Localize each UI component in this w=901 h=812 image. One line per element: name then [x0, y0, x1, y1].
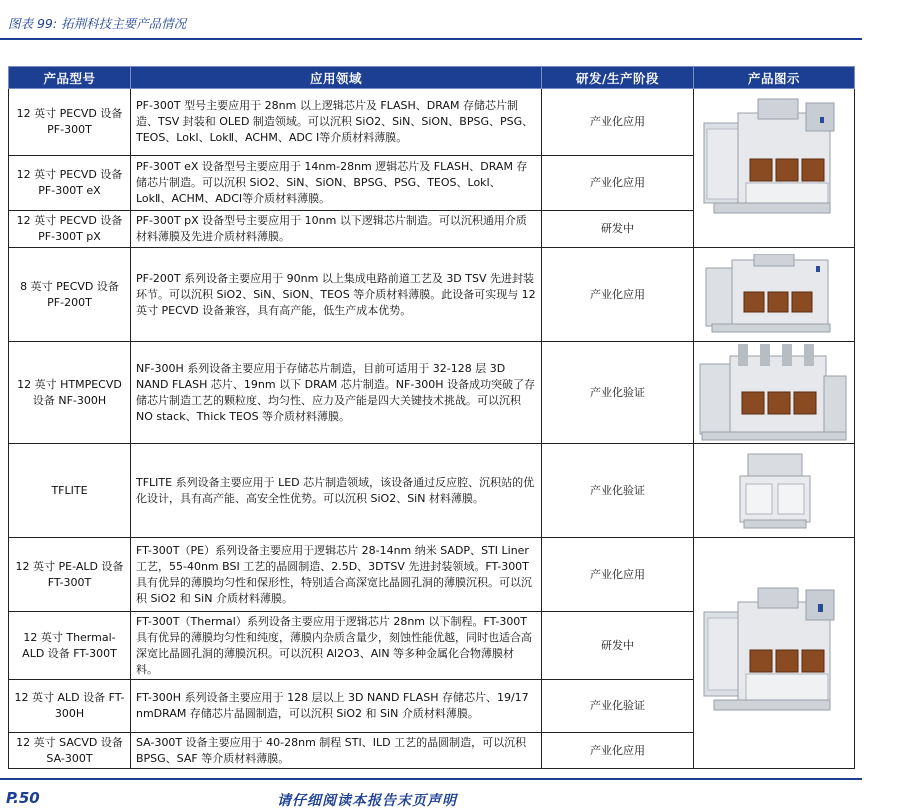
model-cell: 12 英寸 HTMPECVD 设备 NF-300H — [9, 342, 131, 444]
table-row — [9, 89, 855, 156]
model-cell: 12 英寸 PE-ALD 设备 FT-300T — [9, 538, 131, 612]
model-cell: 12 英寸 PECVD 设备 PF-300T eX — [9, 156, 131, 211]
table-header-row — [9, 67, 855, 89]
model-cell: 12 英寸 Thermal-ALD 设备 FT-300T — [9, 612, 131, 680]
stage-cell: 产业化应用 — [542, 538, 694, 612]
stage-cell: 产业化应用 — [542, 248, 694, 342]
product-image-cell — [694, 248, 855, 342]
model-cell: 12 英寸 PECVD 设备 PF-300T pX — [9, 211, 131, 248]
page-number: P.50 — [6, 789, 40, 807]
disclaimer: 请仔细阅读本报告末页声明 — [277, 793, 457, 809]
stage-cell: 研发中 — [542, 211, 694, 248]
application-cell: PF-200T 系列设备主要应用于 90nm 以上集成电路前道工艺及 3D TSV 先进封装环节。可以沉积 SiO2、SiN、SiON、TEOS 等介质材料薄膜。此设备可实现与 12 英寸 PECVD 设备兼容，具有高产能，低生产成本优势。 — [131, 248, 542, 342]
title-rule — [0, 38, 862, 40]
stage-cell: 产业化应用 — [542, 733, 694, 769]
model-cell: 12 英寸 PECVD 设备 PF-300T — [9, 89, 131, 156]
application-cell: SA-300T 设备主要应用于 40-28nm 制程 STI、ILD 工艺的晶圆制造，可以沉积 BPSG、SAF 等介质材料薄膜。 — [131, 733, 542, 769]
stage-cell: 产业化应用 — [542, 89, 694, 156]
application-cell: FT-300T（PE）系列设备主要应用于逻辑芯片 28-14nm 纳米 SADP、STI Liner 工艺，55-40nm BSI 工艺的晶圆制造、2.5D、3DTSV 先进封装领域。FT-300T 具有优异的薄膜均匀性和保形性，特别适合高深宽比晶圆孔洞的薄膜沉积。可以沉积 SiO2 和 SiN 介质材料薄膜。 — [131, 538, 542, 612]
stage-cell: 研发中 — [542, 612, 694, 680]
product-image-cell — [694, 444, 855, 538]
stage-cell: 产业化验证 — [542, 342, 694, 444]
header-application: 应用领域 — [131, 67, 542, 89]
table-row — [9, 248, 855, 342]
product-image-cell — [694, 89, 855, 248]
figure-title: 图表 99: 拓荆科技主要产品情况 — [8, 16, 187, 31]
tflite-machine-image — [730, 452, 820, 532]
table-row — [9, 342, 855, 444]
application-cell: FT-300H 系列设备主要应用于 128 层以上 3D NAND FLASH 存储芯片、19/17 nmDRAM 存储芯片晶圆制造，可以沉积 SiO2 和 SiN 介质材料薄膜。 — [131, 680, 542, 733]
application-cell: PF-300T eX 设备型号主要应用于 14nm-28nm 逻辑芯片及 FLASH、DRAM 存储芯片制造。可以沉积 SiO2、SiN、SiON、BPSG、PSG、TEOS、LokⅠ、LokⅡ、ACHM、ADCⅠ等介质材料薄膜。 — [131, 156, 542, 211]
htmpecvd-nf300h-machine-image — [698, 342, 850, 442]
product-image-cell — [694, 538, 855, 769]
table-row — [9, 444, 855, 538]
product-image-cell — [694, 342, 855, 444]
footer-rule — [0, 778, 862, 780]
application-cell: PF-300T pX 设备型号主要应用于 10nm 以下逻辑芯片制造。可以沉积通用介质材料薄膜及先进介质材料薄膜。 — [131, 211, 542, 248]
application-cell: PF-300T 型号主要应用于 28nm 以上逻辑芯片及 FLASH、DRAM 存储芯片制造、TSV 封装和 OLED 制造领域。可以沉积 SiO2、SiN、SiON、BPSG、PSG、TEOS、LokⅠ、LokⅡ、ACHM、ADC Ⅰ等介质材料薄膜。 — [131, 89, 542, 156]
application-cell: NF-300H 系列设备主要应用于存储芯片制造，目前可适用于 32-128 层 3D NAND FLASH 芯片、19nm 以下 DRAM 芯片制造。NF-300H 设备成功突破了存储芯片制造工艺的颗粒度、均匀性、应力及产能是四大关键技术挑战。可以沉积 NO stack、Thick TEOS 等介质材料薄膜。 — [131, 342, 542, 444]
model-cell: 12 英寸 ALD 设备 FT-300H — [9, 680, 131, 733]
pecvd-pf300t-machine-image — [702, 95, 846, 233]
application-cell: FT-300T（Thermal）系列设备主要应用于逻辑芯片 28nm 以下制程。FT-300T 具有优异的薄膜均匀性和纯度，薄膜内杂质含量少，刻蚀性能优越，同时也适合高深宽比晶圆孔洞的薄膜沉积。可以沉积 Al2O3、AlN 等多种金属化合物薄膜材料。 — [131, 612, 542, 680]
application-cell: TFLITE 系列设备主要应用于 LED 芯片制造领域，该设备通过反应腔、沉积站的优化设计，具有高产能、高安全性优势。可以沉积 SiO2、SiN 材料薄膜。 — [131, 444, 542, 538]
stage-cell: 产业化应用 — [542, 156, 694, 211]
model-cell: 8 英寸 PECVD 设备 PF-200T — [9, 248, 131, 342]
model-cell: 12 英寸 SACVD 设备 SA-300T — [9, 733, 131, 769]
model-cell: TFLITE — [9, 444, 131, 538]
header-model: 产品型号 — [9, 67, 131, 89]
products-table — [8, 66, 855, 769]
pecvd-pf200t-machine-image — [704, 254, 844, 336]
header-stage: 研发/生产阶段 — [542, 67, 694, 89]
stage-cell: 产业化验证 — [542, 680, 694, 733]
stage-cell: 产业化验证 — [542, 444, 694, 538]
ald-ft300-machine-image — [702, 584, 846, 724]
table-row — [9, 538, 855, 612]
header-image: 产品图示 — [694, 67, 855, 89]
